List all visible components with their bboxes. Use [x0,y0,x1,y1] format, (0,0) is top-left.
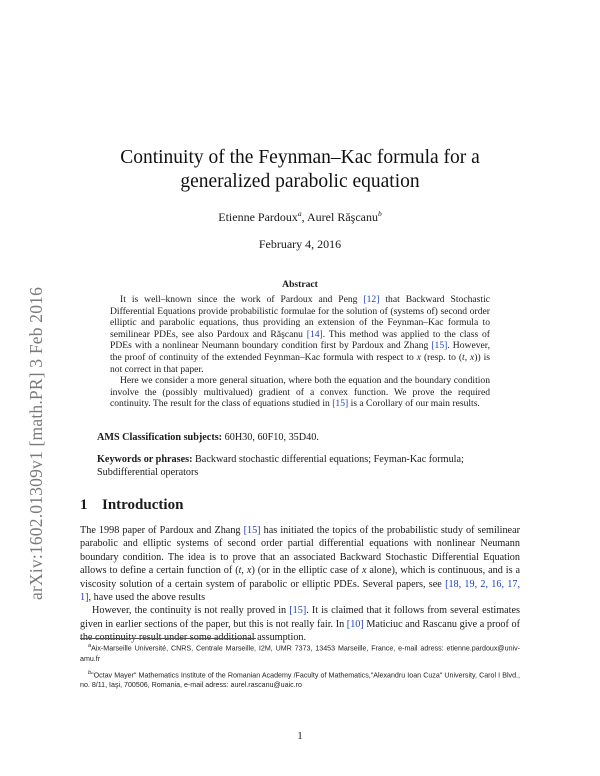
affiliation-mark-a[interactable]: a [297,209,302,218]
abstract-heading: Abstract [282,279,318,290]
arxiv-identifier-stamp[interactable]: arXiv:1602.01309v1 [math.PR] 3 Feb 2016 [26,286,46,600]
footnote-a [80,641,520,664]
keywords-label: Keywords or phrases: [97,454,193,465]
footnote-mark-b: b [88,669,92,676]
paper-title [90,146,510,194]
abstract-paragraph: It is well–known since the work of Pardoux and Peng [12] that Backward Stochastic Differential Equations provide probabilistic formulae for the solution of (systems of) second order elliptic and parabolic equations, thus providing an extension of the Feynman–Kac formula to semilinear PDEs, see also Pardoux and Răşcanu [14]. This method was applied to the class of PDEs with a nonlinear Neumann boundary condition first by Pardoux and Zhang [15]. However, the proof of continuity of the extended Feynman–Kac formula with respect to x (resp. to (t, x)) is not correct in that paper. [110,294,490,375]
footnote-mark-a: a [88,643,92,649]
section-heading [80,497,183,514]
citation-link[interactable]: [15] [332,398,349,410]
abstract-paragraph: Here we consider a more general situation, where both the equation and the boundary condition involve the (possibly multivalued) gradient of a convex function. We prove the required continuity. The result for the class of equations studied in [15] is a Corollary of our main results. [110,375,490,410]
section-title: Introduction [102,497,184,513]
author-separator: , [301,210,307,224]
citation-link[interactable]: [14] [306,328,323,340]
math-variable: t, x [238,565,252,577]
title-line-1: Continuity of the Feynman–Kac formula for a [120,147,480,168]
ams-value: 60H30, 60F10, 35D40. [222,432,319,443]
citation-link[interactable]: [15] [431,340,448,352]
affiliation-mark-b[interactable]: b [377,209,382,218]
ams-classification [97,431,509,444]
intro-paragraph: However, the continuity is not really proved in [15]. It is claimed that it follows from several estimates given in earlier sections of the paper, but this is not really fair. In [10] Maticiuc and Rascanu give a proof of the continuity result under some additional assumption. [80,605,521,644]
keywords-value: Backward stochastic differential equations; Feyman-Kac formula; Subdifferential operators [97,454,464,478]
keywords [97,453,509,479]
intro-paragraph: The 1998 paper of Pardoux and Zhang [15] has initiated the topics of the probabilistic study of semilinear parabolic and elliptic systems of second order partial differential equations with nonlinear Neumann boundary condition. The idea is to prove that an associated Backward Stochastic Differential Equation allows to define a certain function of (t, x) (or in the elliptic case of x alone), which is continuous, and is a viscosity solution of a certain system of parabolic or elliptic PDEs. Several papers, see [18, 19, 2, 16, 17, 1], have used the above results [80,525,520,604]
citation-link[interactable]: [10] [346,618,364,630]
abstract-body [110,294,490,410]
section-number: 1 [80,497,88,513]
footnote-b [80,668,520,691]
author-pardoux: Etienne Pardoux [218,210,298,224]
citation-link[interactable]: [12] [363,294,380,305]
footnotes [80,641,520,695]
paper-date: February 4, 2016 [258,237,342,251]
footnote-rule [80,638,256,639]
citation-link[interactable]: [18, 19, 2, 16, 17, 1] [80,578,520,604]
citation-link[interactable]: [15] [289,605,307,617]
math-variable: x [361,565,367,577]
footnote-a-text: Aix-Marseille Université, CNRS, Centrale Marseille, I2M, UMR 7373, 13453 Marseille, France, e-mail adress: etienne.pardoux@univ-amu.fr [80,644,520,663]
ams-label: AMS Classification subjects: [97,432,223,443]
title-line-2: generalized parabolic equation [180,171,420,192]
page-number: 1 [297,730,303,742]
footnote-b-text: "Octav Mayer" Mathematics Institute of the Romanian Academy /Faculty of Mathematics,"Alexandru Ioan Cuza" University, Carol I Blvd., no. 8/11, Iaşi, 700506, Romania, e-mail adress: aurel.rascanu@uaic.ro [80,671,520,690]
author-list [90,209,510,225]
introduction-body [80,524,520,645]
author-rascanu: Aurel Răşcanu [307,210,378,224]
math-variable: t, x [462,351,475,363]
math-variable: x [416,351,422,363]
citation-link[interactable]: [15] [243,525,261,536]
